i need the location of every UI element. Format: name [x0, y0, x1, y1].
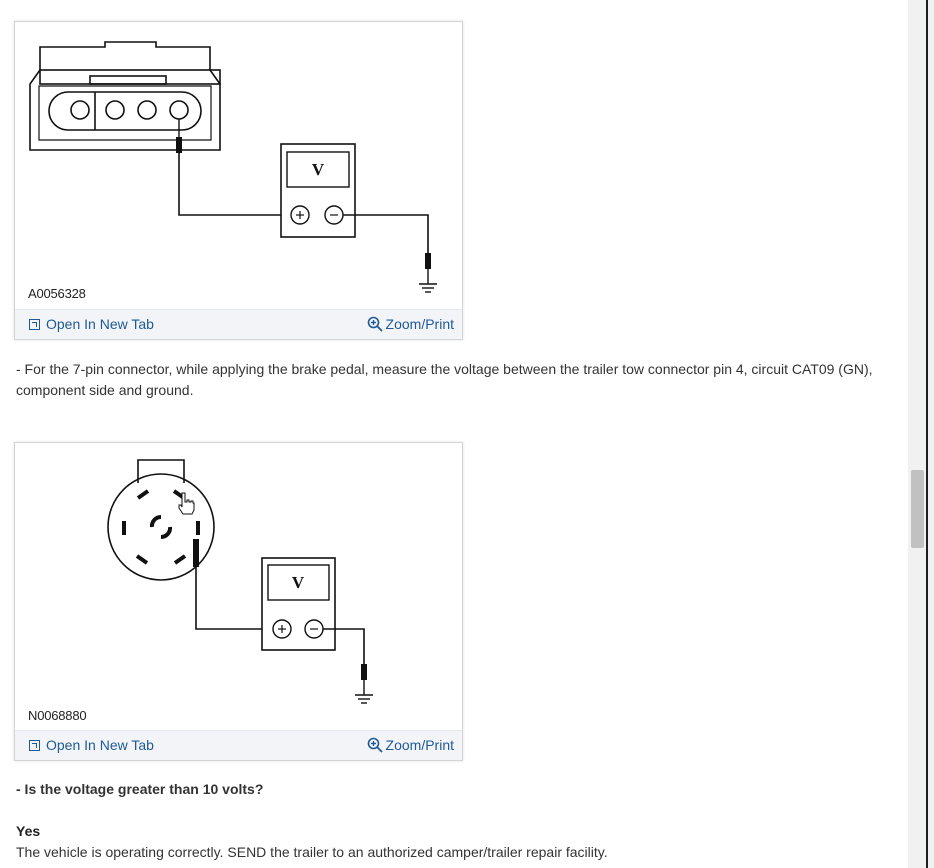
figure-toolbar: [15, 730, 462, 760]
open-in-new-tab-link[interactable]: [29, 737, 154, 753]
vertical-scrollbar[interactable]: [908, 0, 934, 868]
open-in-new-tab-label: Open In New Tab: [46, 737, 154, 753]
meter-v-label: V: [311, 160, 325, 179]
figure-7pin-connector: [14, 442, 463, 761]
yes-answer-text: The vehicle is operating correctly. SEND the trailer to an authorized camper/trailer repair facility.: [16, 844, 608, 860]
open-new-tab-icon: [29, 740, 40, 751]
zoom-print-label: Zoom/Print: [385, 737, 454, 753]
diagram-7pin-voltage-test: [15, 443, 462, 723]
meter-v-label: V: [291, 573, 305, 592]
zoom-print-link[interactable]: [367, 737, 454, 753]
figure-code: N0068880: [28, 708, 87, 723]
zoom-print-label: Zoom/Print: [385, 316, 454, 332]
window-edge-divider: [926, 0, 928, 868]
diagram-4pin-voltage-test: [15, 22, 462, 302]
open-in-new-tab-label: Open In New Tab: [46, 316, 154, 332]
figure-4pin-connector: [14, 21, 463, 340]
open-in-new-tab-link[interactable]: [29, 316, 154, 332]
zoom-in-icon: [367, 737, 383, 753]
figure-code: A0056328: [28, 286, 86, 301]
instruction-paragraph: - For the 7-pin connector, while applying the brake pedal, measure the voltage between the trailer tow connector pin 4, circuit CAT09 (GN), component side and ground.: [16, 361, 873, 398]
zoom-print-link[interactable]: [367, 316, 454, 332]
figure-toolbar: [15, 309, 462, 339]
zoom-in-icon: [367, 316, 383, 332]
scrollbar-thumb[interactable]: [911, 470, 924, 548]
open-new-tab-icon: [29, 319, 40, 330]
question-text: - Is the voltage greater than 10 volts?: [16, 781, 264, 797]
yes-heading: Yes: [16, 823, 41, 839]
